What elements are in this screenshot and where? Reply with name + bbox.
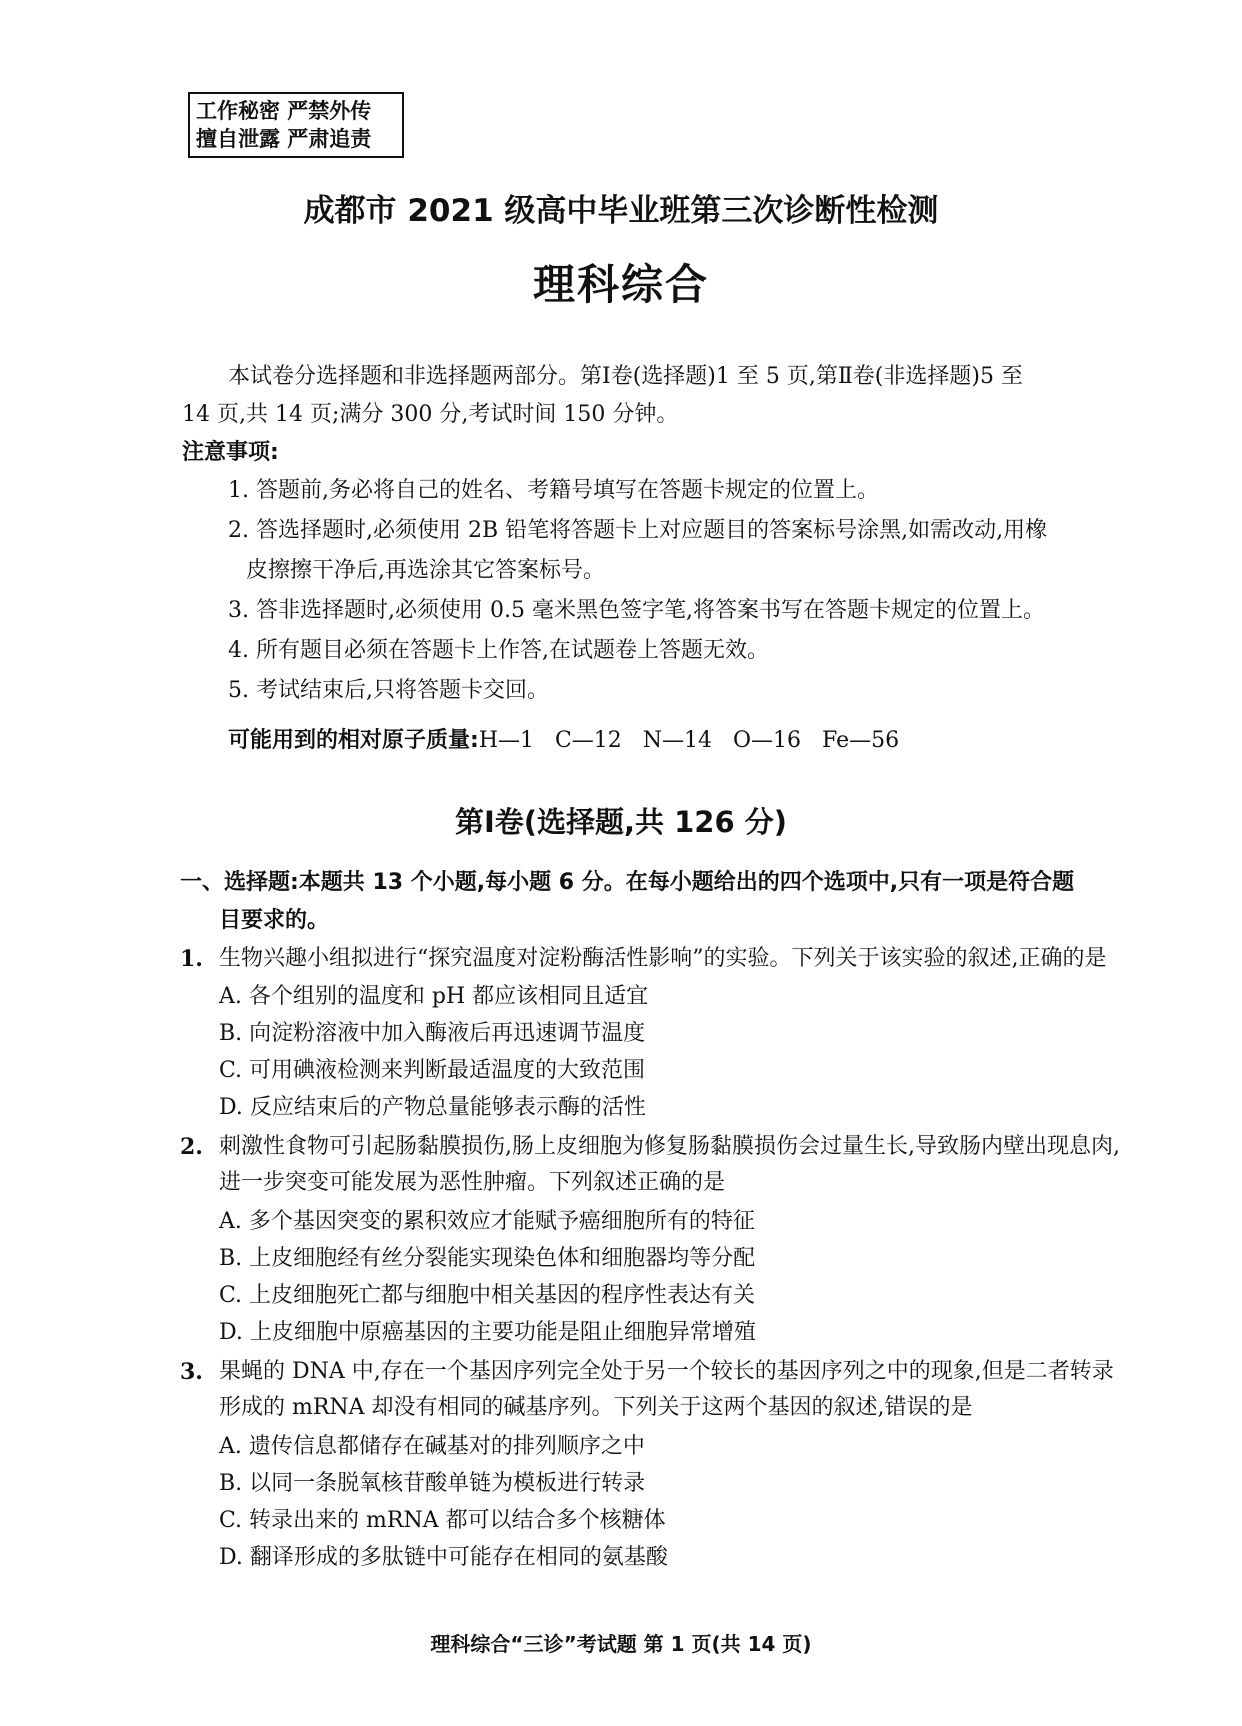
question-option: C. 上皮细胞死亡都与细胞中相关基因的程序性表达有关 (219, 1283, 756, 1308)
question-option: D. 翻译形成的多肽链中可能存在相同的氨基酸 (219, 1545, 668, 1570)
question-number: 3. (180, 1359, 203, 1385)
question-option: B. 上皮细胞经有丝分裂能实现染色体和细胞器均等分配 (219, 1246, 756, 1271)
question-option: C. 转录出来的 mRNA 都可以结合多个核糖体 (219, 1508, 666, 1533)
question-number: 1. (180, 946, 203, 972)
question-stem: 刺激性食物可引起肠黏膜损伤,肠上皮细胞为修复肠黏膜损伤会过量生长,导致肠内壁出现息肉,进一步突变可能发展为恶性肿瘤。下列叙述正确的是 (219, 1134, 1120, 1195)
atomic-mass-values: H—1 C—12 N—14 O—16 Fe—56 (478, 728, 900, 753)
exam-title: 成都市 2021 级高中毕业班第三次诊断性检测 (303, 193, 939, 229)
section-title: 第Ⅰ卷(选择题,共 126 分) (454, 805, 788, 839)
question-option: A. 多个基因突变的累积效应才能赋予癌细胞所有的特征 (219, 1209, 755, 1234)
atomic-mass-label: 可能用到的相对原子质量: (228, 728, 479, 753)
note-item: 3. 答非选择题时,必须使用 0.5 毫米黑色签字笔,将答案书写在答题卡规定的位置上。 (228, 598, 1045, 623)
intro-line-2: 14 页,共 14 页;满分 300 分,考试时间 150 分钟。 (182, 402, 679, 427)
atomic-mass-line (228, 726, 899, 756)
note-item-continuation: 皮擦擦干净后,再选涂其它答案标号。 (246, 558, 605, 583)
section-instruction-line-1: 一、选择题:本题共 13 个小题,每小题 6 分。在每小题给出的四个选项中,只有一项是符合题 (180, 870, 1075, 895)
question-option: B. 向淀粉溶液中加入酶液后再迅速调节温度 (219, 1021, 646, 1046)
question-stem: 果蝇的 DNA 中,存在一个基因序列完全处于另一个较长的基因序列之中的现象,但是二者转录形成的 mRNA 却没有相同的碱基序列。下列关于这两个基因的叙述,错误的是 (219, 1359, 1114, 1420)
question-option: C. 可用碘液检测来判断最适温度的大致范围 (219, 1058, 646, 1083)
confidential-stamp (188, 92, 404, 158)
confidential-line-2: 擅自泄露 严肃追责 (196, 127, 372, 151)
question-option: D. 反应结束后的产物总量能够表示酶的活性 (219, 1095, 646, 1120)
note-item: 5. 考试结束后,只将答题卡交回。 (228, 678, 549, 703)
note-item: 2. 答选择题时,必须使用 2B 铅笔将答题卡上对应题目的答案标号涂黑,如需改动,用橡 (228, 518, 1048, 543)
page-footer: 理科综合“三诊”考试题 第 1 页(共 14 页) (430, 1632, 812, 1656)
question-option: D. 上皮细胞中原癌基因的主要功能是阻止细胞异常增殖 (219, 1320, 756, 1345)
note-item: 1. 答题前,务必将自己的姓名、考籍号填写在答题卡规定的位置上。 (228, 478, 879, 503)
notes-heading: 注意事项: (182, 440, 279, 465)
question-stem: 生物兴趣小组拟进行“探究温度对淀粉酶活性影响”的实验。下列关于该实验的叙述,正确的是 (219, 946, 1107, 971)
question-option: A. 遗传信息都储存在碱基对的排列顺序之中 (219, 1434, 645, 1459)
intro-line-1: 本试卷分选择题和非选择题两部分。第Ⅰ卷(选择题)1 至 5 页,第Ⅱ卷(非选择题)5 至 (228, 364, 1023, 389)
subject-title: 理科综合 (532, 260, 709, 309)
confidential-line-1: 工作秘密 严禁外传 (196, 99, 372, 123)
question-option: A. 各个组别的温度和 pH 都应该相同且适宜 (219, 984, 649, 1009)
section-instruction-line-2: 目要求的。 (219, 908, 330, 933)
note-item: 4. 所有题目必须在答题卡上作答,在试题卷上答题无效。 (228, 638, 769, 663)
question-option: B. 以同一条脱氧核苷酸单链为模板进行转录 (219, 1471, 646, 1496)
question-number: 2. (180, 1134, 203, 1160)
